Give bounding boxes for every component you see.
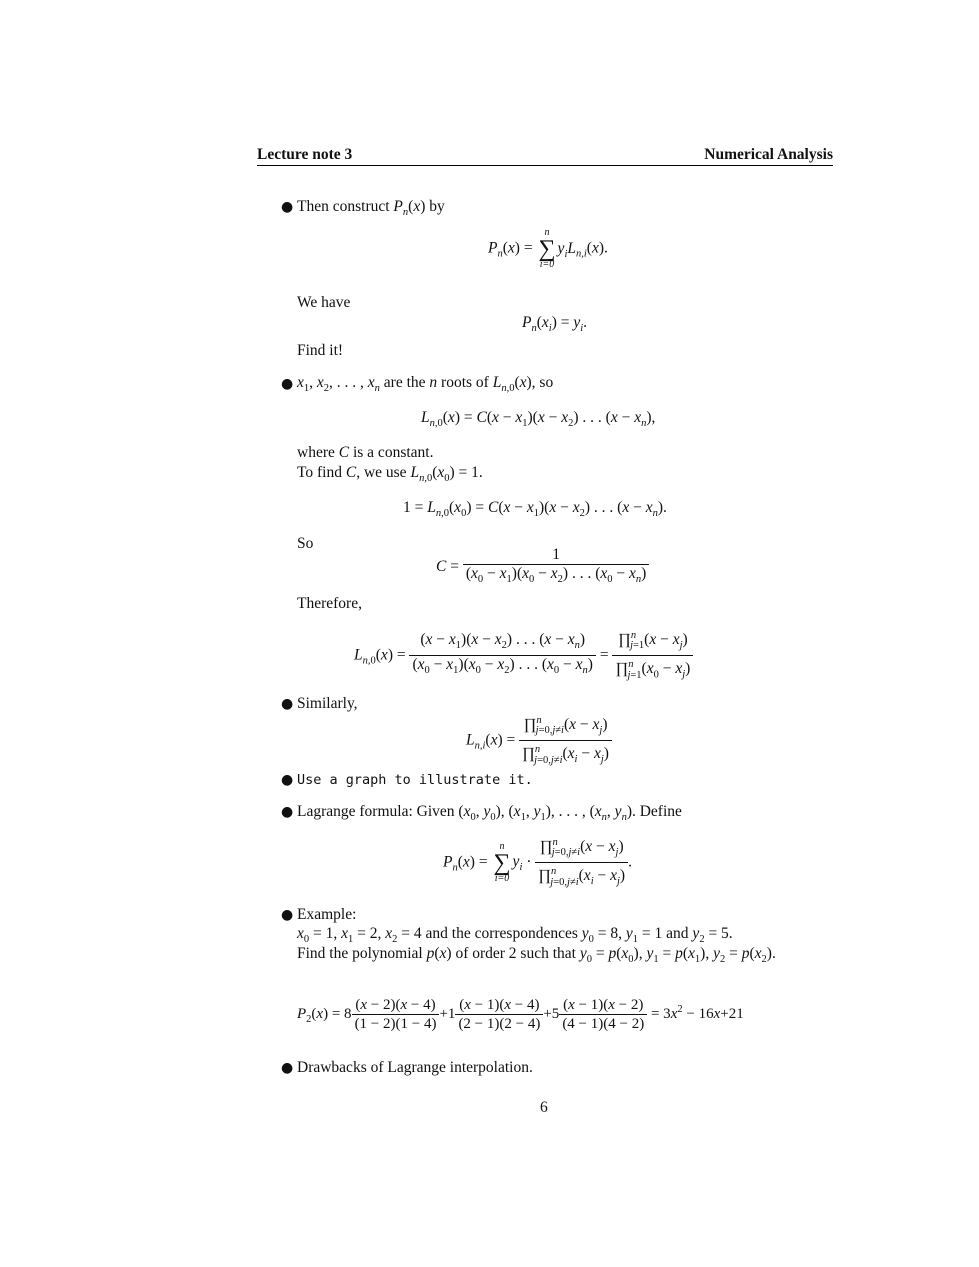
- b3-text: Similarly,: [297, 695, 358, 712]
- b5-equation: $P_n(x)$ = n ∑ i=0 $y_i$ · $\frac{\prod^n_{j=0,j\ne i}(x - x_j)}{\prod^n_{j=0,j\ne i}(x_i - x_j)}$ .: [443, 834, 632, 892]
- bullet-3-icon: ●: [281, 696, 294, 712]
- b6-line2: Find the polynomial p(x) of order 2 such that $y_0 = p(x_0)$, $y_1 = p(x_1)$, $y_2 = p(x_2)$.: [297, 945, 776, 966]
- b1-find: Find it!: [297, 342, 344, 359]
- b2-equation-1: $L_{n,0}(x) = C(x - x_1)(x - x_2)$ . . . $(x - x_n)$,: [421, 409, 656, 430]
- page-number: 6: [540, 1099, 548, 1116]
- b2-text: $x_1$, $x_2$, . . . , $x_n$ are the n roots of $L_{n,0}(x)$, so: [297, 374, 554, 395]
- bullet-6-icon: ●: [281, 907, 294, 923]
- b2-where: where C is a constant.: [297, 444, 434, 461]
- b2-equation-4: $L_{n,0}(x)$ = $\frac{(x - x_1)(x - x_2) . . . (x - x_n)}{(x_0 - x_1)(x_0 - x_2) . . . (x_0 - x_n)}$ = $\frac{\prod^n_{j=1}(x - x_j)}{\prod^n_{j=1}(x_0 - x_j)}$: [354, 627, 693, 685]
- b3-equation: $L_{n,i}(x)$ = $\frac{\prod^n_{j=0,j\ne i}(x - x_j)}{\prod^n_{j=0,j\ne i}(x_i - x_j)}$: [466, 712, 612, 770]
- bullet-5-icon: ●: [281, 804, 294, 820]
- b2-so: So: [297, 535, 314, 552]
- b6-title: Example:: [297, 906, 357, 923]
- b7-text: Drawbacks of Lagrange interpolation.: [297, 1059, 533, 1076]
- b4-text: Use a graph to illustrate it.: [297, 772, 533, 788]
- page-header: [257, 146, 833, 166]
- bullet-2-icon: ●: [281, 376, 294, 392]
- b6-equation: $P_2(x) = 8$ $\frac{(x - 2)(x - 4)}{(1 - 2)(1 - 4)}$ +1 $\frac{(x - 1)(x - 4)}{(2 - 1)(2 - 4)}$ +5 $\frac{(x - 1)(x - 2)}{(4 - 1)(4 - 2)}$ = $3x^2 - 16x+21$: [297, 997, 744, 1032]
- b1-equation: $P_n(x)$ = n ∑ i=0 $y_iL_{n,i}(x)$.: [488, 227, 608, 270]
- b2-equation-2: $1 = L_{n,0}(x_0) = C(x - x_1)(x - x_2)$ . . . $(x - x_n)$.: [403, 499, 667, 520]
- b1-we-have: We have: [297, 294, 351, 311]
- header-right: Numerical Analysis: [704, 146, 833, 163]
- b6-line1: $x_0 = 1$, $x_1 = 2$, $x_2 = 4$ and the correspondences $y_0 = 8$, $y_1 = 1$ and $y_2 = 5$.: [297, 925, 733, 946]
- b1-text: Then construct $P_n(x)$ by: [297, 198, 445, 219]
- bullet-7-icon: ●: [281, 1060, 294, 1076]
- b2-tofind: To find C, we use $L_{n,0}(x_0) = 1$.: [297, 464, 483, 485]
- b2-therefore: Therefore,: [297, 595, 362, 612]
- bullet-1-icon: ●: [281, 199, 294, 215]
- header-left: Lecture note 3: [257, 146, 353, 163]
- b5-text: Lagrange formula: Given ($x_0$, $y_0$), ($x_1$, $y_1$), . . . , ($x_n$, $y_n$). Define: [297, 803, 682, 824]
- b1-equation-2: $P_n(x_i) = y_i$.: [522, 314, 588, 335]
- bullet-4-icon: ●: [281, 772, 294, 788]
- b2-equation-3: C = $\frac{1}{(x_0 - x_1)(x_0 - x_2) . . . (x_0 - x_n)}$: [436, 546, 649, 589]
